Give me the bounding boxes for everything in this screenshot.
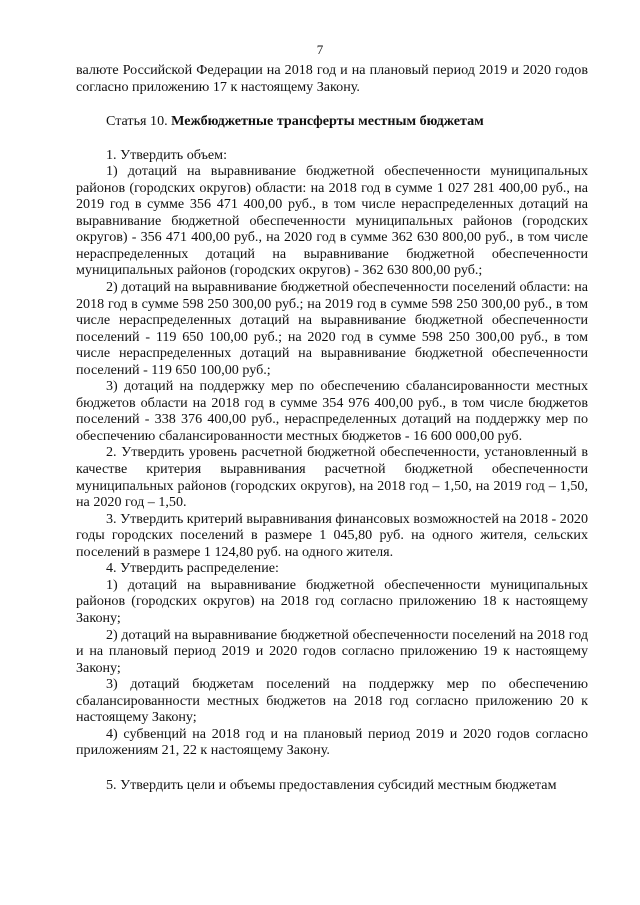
article-title: Межбюджетные трансферты местным бюджетам — [171, 113, 484, 130]
paragraph-3: 3. Утвердить критерий выравнивания финансовых возможностей на 2018 - 2020 годы городских поселений в размере 1 045,80 руб. на одного жителя, сельских поселений в размере 1 124,80 руб. на одного жителя. — [76, 510, 588, 560]
article-number: Статья 10. — [106, 113, 172, 130]
article-heading — [76, 113, 588, 130]
paragraph-5: 5. Утвердить цели и объемы предоставления субсидий местным бюджетам — [106, 776, 557, 793]
document-body — [76, 62, 588, 793]
paragraph-1-3: 3) дотаций на поддержку мер по обеспечению сбалансированности местных бюджетов области на 2018 год в сумме 354 976 400,00 руб., в том числе бюджетов поселений - 338 376 400,00 руб., нераспределенных дотаций на поддержку мер по обеспечению сбалансированности местных бюджетов - 16 600 000,00 руб. — [76, 378, 588, 444]
paragraph-1: 1. Утвердить объем: — [106, 146, 227, 163]
paragraph-4: 4. Утвердить распределение: — [106, 560, 279, 577]
paragraph-4-2: 2) дотаций на выравнивание бюджетной обеспеченности поселений на 2018 год и на плановый период 2019 и 2020 годов согласно приложению 19 к настоящему Закону; — [76, 626, 588, 676]
paragraph-4-4: 4) субвенций на 2018 год и на плановый период 2019 и 2020 годов согласно приложениям 21, 22 к настоящему Закону. — [76, 725, 588, 759]
paragraph-4-1: 1) дотаций на выравнивание бюджетной обеспеченности муниципальных районов (городских округов) на 2018 год согласно приложению 18 к настоящему Закону; — [76, 576, 588, 626]
page-number: 7 — [316, 42, 324, 57]
paragraph-2: 2. Утвердить уровень расчетной бюджетной обеспеченности, установленный в качестве критерия выравнивания расчетной бюджетной обеспеченности муниципальных районов (городских округов), на 2018 год – 1,50, на 2019 год – 1,50, на 2020 год – 1,50. — [76, 444, 588, 511]
paragraph-1-2: 2) дотаций на выравнивание бюджетной обеспеченности поселений области: на 2018 год в сумме 598 250 300,00 руб.; на 2019 год в сумме 598 250 300,00 руб., в том числе нераспределенных дотаций на выравнивание бюджетной обеспеченности поселений - 119 650 100,00 руб.; на 2020 год в сумме 598 250 300,00 руб., в том числе нераспределенных дотаций на выравнивание бюджетной обеспеченности поселений - 119 650 100,00 руб.; — [76, 279, 588, 378]
paragraph-1-1: 1) дотаций на выравнивание бюджетной обеспеченности муниципальных районов (городских округов) области: на 2018 год в сумме 1 027 281 400,00 руб., на 2019 год в сумме 356 471 400,00 руб., в том числе нераспределенных дотаций на выравнивание бюджетной обеспеченности муниципальных районов (городских округов) - 356 471 400,00 руб., на 2020 год в сумме 362 630 800,00 руб., в том числе нераспределенных дотаций на выравнивание бюджетной обеспеченности муниципальных районов (городских округов) - 362 630 800,00 руб.; — [76, 163, 588, 279]
paragraph-4-3: 3) дотаций бюджетам поселений на поддержку мер по обеспечению сбалансированности местных бюджетов на 2018 год согласно приложению 20 к настоящему Закону; — [76, 676, 588, 726]
paragraph-continuation: валюте Российской Федерации на 2018 год и на плановый период 2019 и 2020 годов согласно приложению 17 к настоящему Закону. — [76, 62, 588, 95]
